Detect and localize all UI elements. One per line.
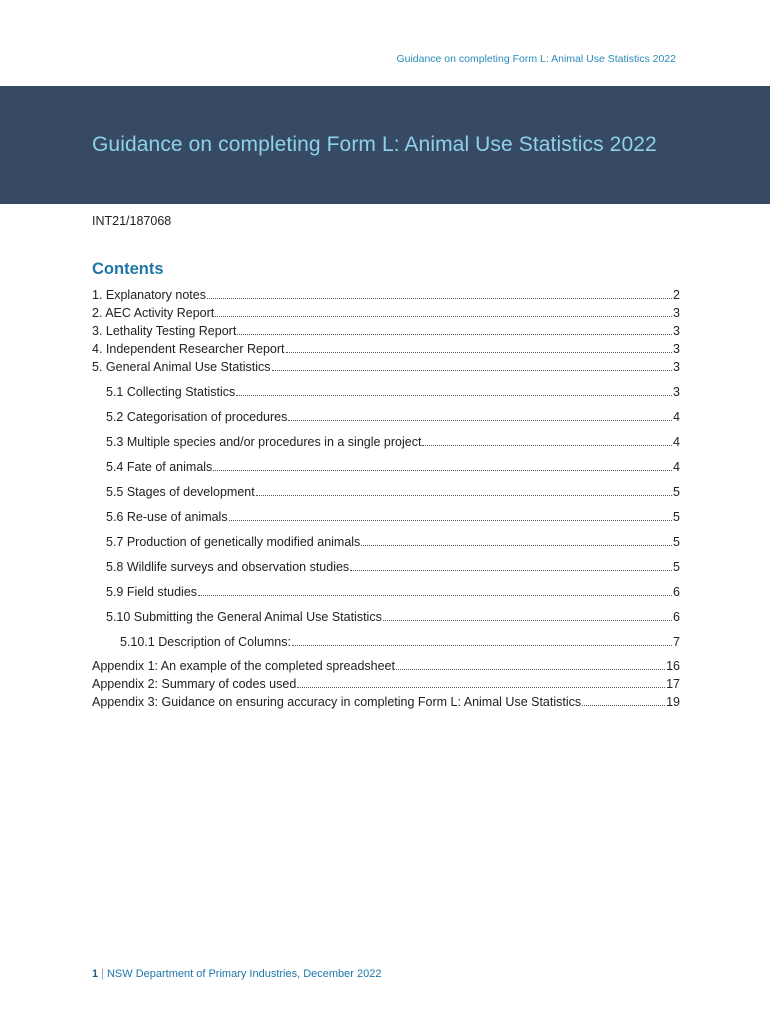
toc-entry-label: 5.3 Multiple species and/or procedures in a single project <box>106 435 422 449</box>
page-number: 1 <box>92 968 99 980</box>
document-reference: INT21/187068 <box>92 214 172 228</box>
running-header: Guidance on completing Form L: Animal Use Statistics 2022 <box>396 53 676 65</box>
toc-dot-leader <box>383 610 672 621</box>
toc-dot-leader <box>288 410 672 421</box>
toc-entry[interactable] <box>92 676 680 692</box>
toc-entry-label: 5.9 Field studies <box>106 585 198 599</box>
toc-entry[interactable] <box>106 484 680 500</box>
toc-dot-leader <box>286 342 673 353</box>
toc-dot-leader <box>215 306 672 317</box>
toc-dot-leader <box>582 695 665 706</box>
toc-entry-page: 16 <box>666 659 680 673</box>
toc-entry[interactable] <box>92 694 680 710</box>
toc-entry-label: 3. Lethality Testing Report <box>92 324 237 338</box>
toc-entry-label: Appendix 3: Guidance on ensuring accuracy in completing Form L: Animal Use Statistics <box>92 695 582 709</box>
toc-entry-label: 5.2 Categorisation of procedures <box>106 410 288 424</box>
toc-entry[interactable] <box>92 359 680 375</box>
toc-entry[interactable] <box>106 584 680 600</box>
toc-entry[interactable] <box>106 459 680 475</box>
toc-entry-page: 17 <box>666 677 680 691</box>
contents-heading: Contents <box>92 260 164 278</box>
toc-entry-label: 5.4 Fate of animals <box>106 460 213 474</box>
toc-entry[interactable] <box>106 609 680 625</box>
toc-entry-label: 1. Explanatory notes <box>92 288 206 302</box>
toc-entry-label: 4. Independent Researcher Report <box>92 342 285 356</box>
toc-dot-leader <box>198 585 672 596</box>
toc-entry-label: 5.5 Stages of development <box>106 485 255 499</box>
toc-entry-label: 5. General Animal Use Statistics <box>92 360 271 374</box>
toc-entry-page: 5 <box>673 535 680 549</box>
toc-dot-leader <box>361 535 672 546</box>
toc-entry-page: 6 <box>673 585 680 599</box>
toc-entry-page: 2 <box>673 288 680 302</box>
footer-text: NSW Department of Primary Industries, December 2022 <box>106 968 382 980</box>
toc-entry[interactable] <box>92 305 680 321</box>
toc-entry-label: 5.1 Collecting Statistics <box>106 385 236 399</box>
toc-entry[interactable] <box>92 323 680 339</box>
toc-entry-page: 3 <box>673 342 680 356</box>
toc-entry[interactable] <box>106 434 680 450</box>
toc-entry-label: 5.10 Submitting the General Animal Use Statistics <box>106 610 382 624</box>
toc-entry-label: 2. AEC Activity Report <box>92 306 215 320</box>
toc-entry-page: 4 <box>673 435 680 449</box>
toc-entry-page: 3 <box>673 306 680 320</box>
toc-dot-leader <box>272 360 673 371</box>
toc-entry-label: 5.8 Wildlife surveys and observation studies <box>106 560 350 574</box>
toc-entry-label: 5.7 Production of genetically modified animals <box>106 535 361 549</box>
toc-entry-label: Appendix 2: Summary of codes used <box>92 677 297 691</box>
toc-entry-page: 4 <box>673 460 680 474</box>
toc-dot-leader <box>396 659 665 670</box>
toc-entry[interactable] <box>106 384 680 400</box>
toc-dot-leader <box>422 435 672 446</box>
toc-dot-leader <box>213 460 672 471</box>
toc-dot-leader <box>292 635 672 646</box>
toc-entry-page: 19 <box>666 695 680 709</box>
footer-separator: | <box>101 968 104 980</box>
toc-entry-page: 3 <box>673 360 680 374</box>
toc-entry[interactable] <box>120 634 680 650</box>
toc-entry[interactable] <box>92 287 680 303</box>
toc-entry[interactable] <box>106 509 680 525</box>
toc-entry[interactable] <box>92 658 680 674</box>
toc-entry-label: Appendix 1: An example of the completed spreadsheet <box>92 659 395 673</box>
toc-entry[interactable] <box>106 534 680 550</box>
toc-entry[interactable] <box>92 341 680 357</box>
toc-dot-leader <box>350 560 672 571</box>
toc-dot-leader <box>236 385 672 396</box>
toc-entry-page: 4 <box>673 410 680 424</box>
toc-entry-page: 5 <box>673 560 680 574</box>
document-title: Guidance on completing Form L: Animal Use Statistics 2022 <box>92 133 657 156</box>
toc-dot-leader <box>256 485 672 496</box>
toc-entry-label: 5.6 Re-use of animals <box>106 510 228 524</box>
toc-entry-page: 6 <box>673 610 680 624</box>
toc-entry-page: 5 <box>673 510 680 524</box>
page-footer <box>92 968 381 980</box>
toc-entry[interactable] <box>106 559 680 575</box>
toc-entry-page: 7 <box>673 635 680 649</box>
toc-entry-page: 3 <box>673 385 680 399</box>
toc-entry[interactable] <box>106 409 680 425</box>
toc-dot-leader <box>237 324 672 335</box>
toc-entry-label: 5.10.1 Description of Columns: <box>120 635 291 649</box>
toc-dot-leader <box>229 510 672 521</box>
toc-entry-page: 5 <box>673 485 680 499</box>
toc-entry-page: 3 <box>673 324 680 338</box>
toc-dot-leader <box>207 288 672 299</box>
toc-dot-leader <box>297 677 665 688</box>
